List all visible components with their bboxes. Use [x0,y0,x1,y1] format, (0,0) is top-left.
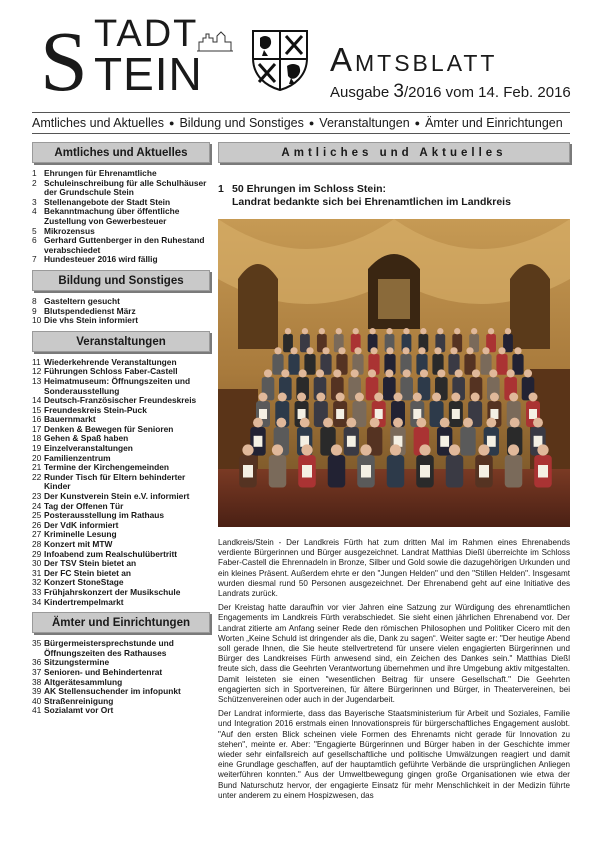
toc-item-number: 21 [32,462,42,473]
toc-section-title: Veranstaltungen [32,331,210,352]
toc-item[interactable] [32,207,210,226]
toc-item[interactable] [32,255,210,265]
main-section-title: Amtliches und Aktuelles [218,142,570,163]
toc-item-title: Infoabend zum Realschulübertritt [44,548,178,559]
toc-item-title: Der TSV Stein bietet an [44,558,137,569]
nav-item-aemter[interactable]: Ämter und Einrichtungen [425,116,563,130]
toc-item-title: AK Stellensuchender im infopunkt [44,686,181,697]
headline-line-2: Landrat bedankte sich bei Ehrenamtlichen im Landkreis [232,196,511,208]
toc-item-number: 30 [32,558,42,569]
toc-item[interactable] [32,377,210,396]
toc-item-number: 2 [32,177,37,188]
table-of-contents [32,142,210,721]
article-headline[interactable] [218,183,570,209]
toc-item-title: Frühjahrskonzert der Musikschule [44,586,181,597]
toc-item-title: Denken & Bewegen für Senioren [44,423,174,434]
toc-item-number: 20 [32,452,42,463]
toc-list [32,169,210,265]
toc-item-number: 26 [32,519,42,530]
toc-item-number: 1 [32,168,37,178]
toc-item-title: Der FC Stein bietet an [44,567,132,578]
toc-item-number: 22 [32,471,42,482]
toc-item-number: 7 [32,254,37,265]
article-photo [218,219,570,527]
toc-item-number: 16 [32,414,42,425]
toc-item-title: Hundesteuer 2016 wird fällig [44,254,158,265]
issue-number: 3 [393,81,404,102]
toc-item-title: Gasteltern gesucht [44,295,120,306]
toc-item-title: Stellenangebote der Stadt Stein [44,196,171,207]
toc-item-title: Gerhard Guttenberger in den Ruhestand verabschiedet [44,235,205,255]
toc-item-number: 41 [32,705,42,716]
main-column [218,142,570,805]
toc-item-title: Sozialamt vor Ort [44,705,114,716]
toc-item-title: Altgerätesammlung [44,676,123,687]
toc-list [32,639,210,716]
toc-list [32,358,210,607]
toc-item-number: 33 [32,586,42,597]
toc-item-title: Konzert mit MTW [44,539,113,549]
toc-item-number: 35 [32,638,42,649]
toc-item-number: 36 [32,657,42,668]
article-body [218,538,570,801]
toc-item-number: 12 [32,366,42,377]
headline-line-1: 50 Ehrungen im Schloss Stein: [232,183,387,195]
toc-item[interactable] [32,473,210,492]
toc-item-title: Tag der Offenen Tür [44,500,124,511]
toc-item-number: 8 [32,295,37,306]
nav-separator: ● [308,118,315,128]
toc-item-number: 40 [32,695,42,706]
article-paragraph: Landkreis/Stein - Der Landkreis Fürth hat zum dritten Mal im Rahmen eines Ehrenabends verdiente Bürgerinnen und Bürger ausgezeichnet. Landrat Matthias Dießl überreichte im Schloss Faber-Castell die Ehrennadeln in Bronze, Silber und Gold sowie die dazugehörigen Urkunden und ein kleines Präsent. Außerdem ehrte er den "Jungen Helden" und den "Stillen Helden". Insgesamt wurden diesmal rund 50 Personen ausgezeichnet. Der Ehrenabend geht auf eine Initiative des Landrats zurück. [218,538,570,599]
toc-item-title: Der Kunstverein Stein e.V. informiert [44,491,190,502]
toc-item-number: 29 [32,548,42,559]
logo-line-stadt: TADT [94,13,199,55]
toc-item-number: 5 [32,225,37,236]
toc-item-number: 14 [32,395,42,406]
nav-separator: ● [169,118,175,128]
toc-item-number: 38 [32,676,42,687]
headline-text [232,183,511,209]
toc-item-title: Kindertrempelmarkt [44,596,124,607]
toc-item-number: 6 [32,235,37,246]
toc-item-title: Straßenreinigung [44,695,114,706]
issue-prefix: Ausgabe [330,84,390,101]
nav-separator: ● [414,118,421,128]
nav-item-veranstaltungen[interactable]: Veranstaltungen [319,116,410,130]
toc-item-title: Familienzentrum [44,452,111,463]
toc-item-title: Senioren- und Behindertenrat [44,666,163,677]
article-number: 1 [218,183,224,195]
nav-item-amtliches[interactable]: Amtliches und Aktuelles [32,116,165,130]
toc-item-number: 37 [32,666,42,677]
logo-initial: S [40,13,88,109]
toc-item-number: 23 [32,491,42,502]
toc-item-title: Führungen Schloss Faber-Castell [44,366,178,377]
logo-line-stein: TEIN [94,48,203,100]
toc-item-title: Termine der Kirchengemeinden [44,462,170,473]
toc-item[interactable] [32,236,210,255]
issue-line [330,83,571,102]
toc-item-title: Der VdK informiert [44,519,119,530]
toc-item-number: 10 [32,315,42,326]
toc-item[interactable] [32,316,210,326]
nav-item-bildung[interactable]: Bildung und Sonstiges [179,116,304,130]
toc-section-title: Amtliches und Aktuelles [32,142,210,163]
toc-item-number: 27 [32,529,42,540]
toc-item[interactable] [32,179,210,198]
toc-item-title: Mikrozensus [44,225,95,236]
toc-item-title: Konzert StoneStage [44,577,124,588]
toc-item-number: 31 [32,567,42,578]
toc-item-title: Heimatmuseum: Öffnungszeiten und Sonderausstellung [44,375,191,396]
toc-item-title: Bekanntmachung über öffentliche Zustellung von Gewerbesteuer [44,206,180,226]
toc-item-number: 39 [32,686,42,697]
toc-item-title: Blutspendedienst März [44,305,136,316]
toc-item-title: Bürgermeistersprechstunde und Öffnungszeiten des Rathauses [44,638,174,658]
toc-item-title: Bauernmarkt [44,414,96,425]
toc-item-title: Die vhs Stein informiert [44,315,139,326]
toc-item-number: 9 [32,305,37,316]
toc-item-number: 28 [32,539,42,549]
toc-item-number: 15 [32,404,42,415]
toc-item-title: Ehrungen für Ehrenamtliche [44,168,157,178]
toc-section-title: Bildung und Sonstiges [32,270,210,291]
toc-item-number: 25 [32,510,42,521]
toc-section-title: Ämter und Einrichtungen [32,612,210,633]
article-paragraph: Der Landrat informierte, dass das Bayerische Staatsministerium für Arbeit und Soziales, Familie und Integration 2016 erstmals einen Innovationspreis für bürgerschaftliches Engagement auslobt. "Auf den ersten Blick scheinen viele Formen des Ehrenamts nicht gerade für Innovation zu stehen", meinte er. Aber: "Engagierte Bürgerinnen und Bürger haben in der Geschichte immer wieder sehr einfallsreich auf gesellschaftliche und politische Umwälzungen reagiert und damit eine Grundlage geschaffen, auf der hauptamtlich geführte Verbände die ursprünglichen Anliegen weiterführen konnten." Aus der Umweltbewegung gingen große Organisationen wie etwa der Bund Naturschutz hervor, der engagierte Einsatz für mehr Menschlichkeit in der Medizin führte unter anderem zu einem Hospizwesen, das [218,709,570,800]
toc-item-number: 19 [32,443,42,454]
toc-item-title: Sitzungstermine [44,657,110,668]
toc-item-title: Gehen & Spaß haben [44,433,129,444]
publication-title: Amtsblatt [330,41,498,78]
toc-item-number: 18 [32,433,42,444]
issue-date: /2016 vom 14. Feb. 2016 [403,84,571,101]
toc-item-title: Einzelveranstaltungen [44,443,133,454]
toc-item[interactable] [32,639,210,658]
coat-of-arms-icon [250,28,310,92]
toc-item-title: Freundeskreis Stein-Puck [44,404,147,415]
article-paragraph: Der Kreistag hatte daraufhin vor vier Jahren eine Satzung zur Würdigung des ehrenamtlichen Engagements im Landkreis Fürth verabschiedet. Sie sieht einen jährlichen Ehrenabend vor. Der Landrat zitierte am Anfang seiner Rede den römischen Philosophen und Politiker Cicero mit den Worten „Keine Schuld ist dringender als die, Dank zu sagen“. Weiter sagte er: "Der heutige Abend soll gerade Ihnen, die Sie heute stellvertretend für unsere vielen engagierten Bürgerinnen und Bürger des Landkreises Fürth anwesend sind, ein Zeichen des Dankes sein." Matthias Dießl freute sich, dass die Geehrten Verantwortung übernehmen und ihre Umgebung aktiv mitgestalten. Damit leisteten sie einen "wesentlichen Beitrag für unsere Gesellschaft." Die Geehrten engagierten sich in Sportvereinen, für ältere Bürgerinnen und Bürger, in Theatervereinen, bei Schützenvereinen oder auch in der Jugendarbeit. [218,603,570,705]
section-nav [32,112,570,134]
toc-item-title: Wiederkehrende Veranstaltungen [44,356,177,367]
castle-icon [197,30,233,52]
toc-item-number: 17 [32,423,42,434]
toc-item-number: 11 [32,356,41,367]
toc-item[interactable] [32,706,210,716]
toc-item-title: Kriminelle Lesung [44,529,117,540]
toc-item-title: Deutsch-Französischer Freundeskreis [44,395,197,406]
toc-item-title: Schuleinschreibung für alle Schulhäuser der Grundschule Stein [44,177,207,198]
toc-item-number: 32 [32,577,42,588]
toc-item-title: Runder Tisch für Eltern behinderter Kinder [44,471,186,492]
toc-item-number: 4 [32,206,37,217]
toc-item-number: 3 [32,196,37,207]
toc-item-number: 24 [32,500,42,511]
toc-item-number: 34 [32,596,42,607]
toc-item[interactable] [32,598,210,608]
toc-item-title: Posterausstellung im Rathaus [44,510,165,521]
toc-list [32,297,210,326]
masthead [0,0,600,112]
toc-item-number: 13 [32,375,42,386]
